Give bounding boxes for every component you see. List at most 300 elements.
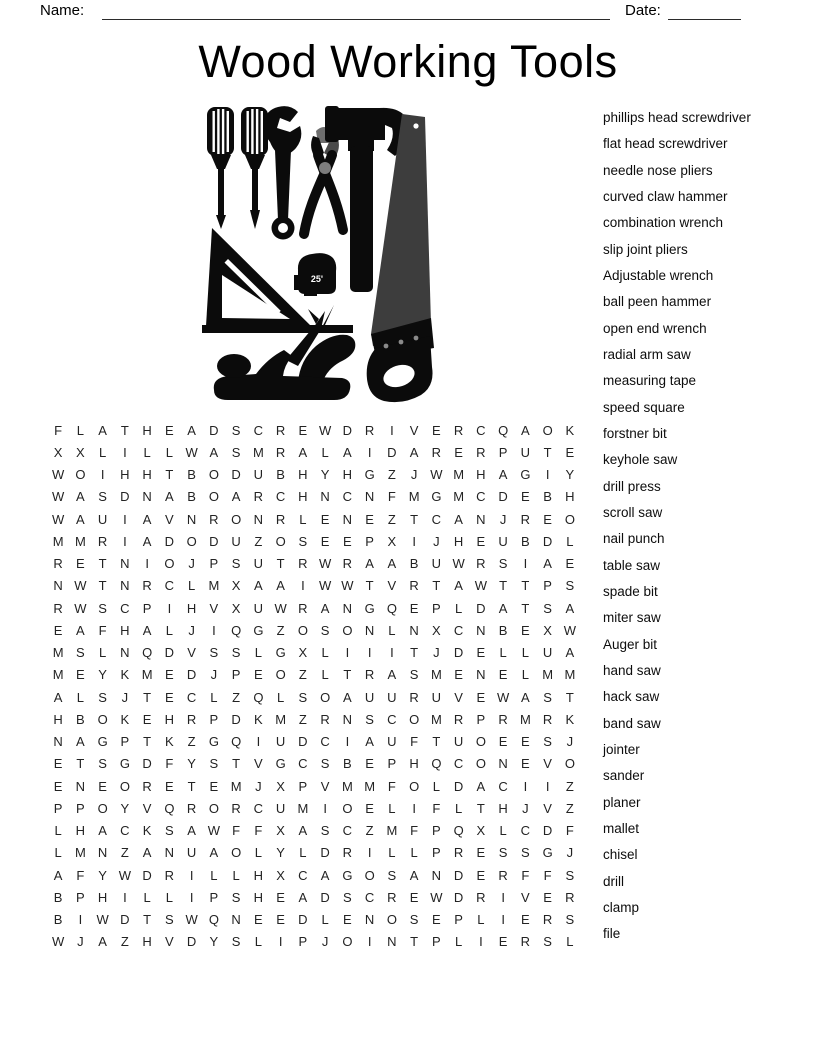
grid-cell: L xyxy=(499,645,507,661)
grid-cell: T xyxy=(410,645,419,661)
grid-cell: C xyxy=(164,578,175,594)
grid-cell: W xyxy=(51,511,65,527)
word-list-item: flat head screwdriver xyxy=(603,136,728,152)
grid-cell: V xyxy=(409,422,419,438)
grid-cell: E xyxy=(476,533,486,549)
grid-cell: S xyxy=(565,578,575,594)
grid-cell: W xyxy=(96,912,109,928)
grid-cell: I xyxy=(100,467,105,483)
grid-cell: S xyxy=(343,889,352,905)
grid-cell: O xyxy=(475,756,486,772)
grid-cell: E xyxy=(432,422,441,438)
grid-cell: I xyxy=(189,867,194,883)
grid-cell: N xyxy=(253,511,264,527)
grid-cell: J xyxy=(188,622,195,638)
grid-cell: V xyxy=(254,756,263,772)
grid-cell: S xyxy=(298,689,308,705)
grid-cell: H xyxy=(142,934,152,950)
grid-cell: R xyxy=(498,867,508,883)
grid-cell: P xyxy=(432,600,441,616)
grid-cell: W xyxy=(118,867,132,883)
grid-cell: W xyxy=(274,600,287,616)
grid-cell: H xyxy=(253,867,264,883)
grid-cell: L xyxy=(321,667,329,683)
grid-cell: I xyxy=(345,734,350,750)
grid-cell: T xyxy=(476,800,485,816)
grid-cell: A xyxy=(365,734,374,750)
grid-cell: L xyxy=(232,867,240,883)
grid-cell: T xyxy=(521,600,530,616)
grid-cell: E xyxy=(165,689,174,705)
grid-cell: P xyxy=(209,889,219,905)
grid-cell: L xyxy=(321,444,329,460)
grid-cell: O xyxy=(275,533,286,549)
grid-cell: I xyxy=(545,467,550,483)
grid-cell: Q xyxy=(498,422,509,438)
grid-cell: D xyxy=(209,422,219,438)
grid-cell: M xyxy=(519,711,531,727)
grid-cell: E xyxy=(565,444,575,460)
grid-cell: D xyxy=(209,533,219,549)
grid-cell: P xyxy=(298,778,308,794)
grid-cell: R xyxy=(498,711,508,727)
grid-cell: R xyxy=(97,533,108,549)
grid-cell: W xyxy=(452,556,465,572)
grid-cell: O xyxy=(186,533,197,549)
grid-cell: E xyxy=(409,889,419,905)
slip-joint-pliers-icon xyxy=(304,127,343,234)
grid-cell: Y xyxy=(320,467,330,483)
grid-cell: R xyxy=(53,556,63,572)
grid-cell: B xyxy=(343,756,352,772)
adjustable-wrench-icon xyxy=(264,106,302,239)
grid-cell: E xyxy=(53,622,63,638)
grid-cell: C xyxy=(453,756,464,772)
grid-cell: M xyxy=(453,467,465,483)
grid-cell: W xyxy=(341,578,354,594)
word-list-item: mallet xyxy=(603,820,640,836)
grid-cell: P xyxy=(231,667,241,683)
grid-cell: F xyxy=(410,734,419,750)
grid-cell: X xyxy=(76,444,85,460)
grid-cell: W xyxy=(474,578,488,594)
grid-cell: D xyxy=(186,934,197,950)
grid-cell: E xyxy=(98,778,107,794)
grid-cell: H xyxy=(75,823,86,839)
grid-cell: U xyxy=(275,734,286,750)
grid-cell: S xyxy=(76,645,85,661)
grid-cell: W xyxy=(51,934,65,950)
grid-cell: A xyxy=(142,533,152,549)
grid-cell: R xyxy=(476,889,486,905)
grid-cell: T xyxy=(343,667,352,683)
grid-cell: T xyxy=(143,689,152,705)
grid-cell: U xyxy=(387,734,397,750)
grid-cell: S xyxy=(165,823,174,839)
word-list-item: spade bit xyxy=(603,583,658,599)
word-list-item: ball peen hammer xyxy=(603,294,712,310)
grid-cell: X xyxy=(543,622,552,638)
grid-cell: D xyxy=(186,667,197,683)
grid-cell: E xyxy=(254,667,263,683)
grid-cell: E xyxy=(521,489,530,505)
word-list-item: clamp xyxy=(603,899,640,915)
grid-cell: I xyxy=(367,444,372,460)
grid-cell: B xyxy=(543,489,552,505)
grid-cell: O xyxy=(475,734,486,750)
grid-cell: H xyxy=(120,467,130,483)
grid-cell: R xyxy=(186,800,197,816)
grid-cell: E xyxy=(521,912,530,928)
grid-cell: T xyxy=(98,578,107,594)
grid-cell: E xyxy=(476,645,486,661)
grid-cell: A xyxy=(76,734,85,750)
grid-cell: V xyxy=(320,778,330,794)
grid-cell: N xyxy=(476,622,486,638)
grid-cell: R xyxy=(542,711,553,727)
grid-cell: L xyxy=(143,444,151,460)
grid-cell: U xyxy=(364,689,375,705)
page-title: Wood Working Tools xyxy=(198,36,618,87)
word-list-item: hack saw xyxy=(603,689,660,705)
grid-cell: E xyxy=(343,533,352,549)
grid-cell: L xyxy=(455,934,463,950)
grid-cell: T xyxy=(76,756,85,772)
grid-cell: P xyxy=(454,912,463,928)
grid-cell: J xyxy=(255,778,262,794)
grid-cell: G xyxy=(275,645,286,661)
grid-cell: C xyxy=(320,734,330,750)
grid-cell: A xyxy=(320,867,330,883)
grid-cell: G xyxy=(364,600,375,616)
grid-cell: M xyxy=(430,711,442,727)
grid-cell: M xyxy=(408,489,420,505)
grid-cell: Q xyxy=(253,689,264,705)
grid-cell: L xyxy=(165,889,173,905)
grid-cell: V xyxy=(165,934,174,950)
grid-cell: D xyxy=(298,734,308,750)
grid-cell: A xyxy=(98,934,107,950)
grid-cell: R xyxy=(409,689,419,705)
grid-cell: E xyxy=(543,511,552,527)
grid-cell: S xyxy=(365,711,374,727)
grid-cell: D xyxy=(453,867,464,883)
grid-cell: C xyxy=(498,778,508,794)
grid-cell: A xyxy=(187,823,196,839)
grid-cell: S xyxy=(320,622,330,638)
grid-cell: L xyxy=(388,622,396,638)
grid-cell: Q xyxy=(208,912,219,928)
grid-cell: N xyxy=(364,489,375,505)
grid-cell: I xyxy=(367,934,372,950)
grid-cell: P xyxy=(432,823,441,839)
grid-cell: F xyxy=(254,823,263,839)
grid-cell: R xyxy=(275,444,286,460)
grid-cell: A xyxy=(76,622,85,638)
grid-cell: I xyxy=(545,778,550,794)
grid-cell: S xyxy=(320,823,330,839)
grid-cell: W xyxy=(318,556,332,572)
grid-cell: U xyxy=(453,734,464,750)
grid-cell: N xyxy=(320,489,330,505)
word-list-item: drill xyxy=(603,873,625,889)
grid-cell: L xyxy=(455,800,463,816)
grid-cell: K xyxy=(142,823,152,839)
grid-cell: C xyxy=(275,489,286,505)
grid-cell: W xyxy=(496,689,510,705)
grid-cell: K xyxy=(120,711,130,727)
grid-cell: A xyxy=(76,511,85,527)
grid-cell: W xyxy=(185,912,198,928)
grid-cell: R xyxy=(142,578,152,594)
grid-cell: L xyxy=(99,645,107,661)
grid-cell: Z xyxy=(298,667,307,683)
tools-illustration xyxy=(198,98,593,406)
grid-cell: A xyxy=(165,489,174,505)
word-list-item: phillips head screwdriver xyxy=(603,110,751,125)
grid-cell: R xyxy=(231,800,241,816)
grid-cell: N xyxy=(231,912,241,928)
grid-cell: H xyxy=(253,889,264,905)
name-blank-line xyxy=(102,2,610,20)
grid-cell: D xyxy=(320,889,330,905)
grid-cell: R xyxy=(453,845,464,861)
grid-cell: E xyxy=(521,734,530,750)
grid-cell: E xyxy=(320,533,330,549)
grid-cell: S xyxy=(231,645,241,661)
grid-cell: F xyxy=(54,422,63,438)
grid-cell: R xyxy=(342,845,353,861)
grid-cell: C xyxy=(186,689,197,705)
grid-cell: O xyxy=(164,556,175,572)
grid-cell: Z xyxy=(565,800,574,816)
grid-cell: A xyxy=(409,867,419,883)
grid-cell: L xyxy=(54,845,62,861)
grid-cell: F xyxy=(543,867,552,883)
grid-cell: L xyxy=(521,645,529,661)
grid-cell: A xyxy=(298,444,308,460)
grid-cell: T xyxy=(276,556,285,572)
grid-cell: Y xyxy=(209,934,219,950)
grid-cell: N xyxy=(498,756,508,772)
grid-cell: O xyxy=(564,511,575,527)
grid-cell: S xyxy=(231,556,241,572)
grid-cell: J xyxy=(433,645,440,661)
grid-cell: O xyxy=(231,845,242,861)
grid-cell: U xyxy=(275,800,286,816)
grid-cell: R xyxy=(520,511,531,527)
grid-cell: U xyxy=(431,689,442,705)
grid-cell: A xyxy=(142,622,152,638)
word-list-item: Adjustable wrench xyxy=(603,267,714,283)
grid-cell: R xyxy=(453,711,464,727)
grid-cell: Q xyxy=(164,800,175,816)
grid-cell: U xyxy=(253,600,264,616)
grid-cell: L xyxy=(76,422,84,438)
grid-cell: L xyxy=(165,622,173,638)
grid-cell: P xyxy=(498,444,508,460)
grid-cell: L xyxy=(321,645,329,661)
grid-cell: W xyxy=(563,622,577,638)
grid-cell: T xyxy=(565,689,574,705)
grid-cell: R xyxy=(164,867,175,883)
grid-cell: P xyxy=(476,711,486,727)
grid-cell: I xyxy=(323,800,327,816)
grid-cell: S xyxy=(521,845,530,861)
grid-cell: K xyxy=(565,711,575,727)
grid-cell: U xyxy=(97,511,108,527)
grid-cell: M xyxy=(74,533,86,549)
grid-cell: S xyxy=(231,934,241,950)
grid-cell: A xyxy=(298,889,308,905)
grid-cell: L xyxy=(388,800,396,816)
grid-cell: S xyxy=(98,489,107,505)
grid-cell: A xyxy=(387,667,397,683)
grid-cell: N xyxy=(476,511,486,527)
grid-cell: T xyxy=(365,578,374,594)
grid-cell: B xyxy=(53,889,63,905)
grid-cell: A xyxy=(521,689,530,705)
word-list-item: speed square xyxy=(603,399,685,415)
grid-cell: W xyxy=(74,578,87,594)
grid-cell: R xyxy=(476,556,486,572)
grid-cell: D xyxy=(231,467,241,483)
grid-cell: R xyxy=(298,600,308,616)
grid-cell: P xyxy=(76,800,85,816)
word-list-item: curved claw hammer xyxy=(603,188,728,204)
grid-cell: O xyxy=(320,689,331,705)
grid-cell: N xyxy=(431,867,442,883)
grid-cell: P xyxy=(387,756,397,772)
grid-cell: V xyxy=(521,889,530,905)
grid-cell: V xyxy=(387,578,397,594)
grid-cell: L xyxy=(143,889,151,905)
grid-cell: P xyxy=(365,533,374,549)
grid-cell: B xyxy=(409,556,419,572)
grid-cell: D xyxy=(453,889,464,905)
grid-cell: I xyxy=(479,934,483,950)
word-list-item: Auger bit xyxy=(603,636,658,652)
grid-cell: Y xyxy=(98,867,107,883)
grid-cell: V xyxy=(543,756,552,772)
grid-cell: Z xyxy=(187,734,196,750)
grid-cell: I xyxy=(78,912,83,928)
grid-cell: X xyxy=(276,778,285,794)
grid-cell: N xyxy=(342,511,353,527)
grid-cell: J xyxy=(566,845,574,861)
grid-cell: A xyxy=(521,422,530,438)
grid-cell: H xyxy=(164,711,175,727)
grid-cell: S xyxy=(543,734,552,750)
grid-cell: J xyxy=(410,467,418,483)
grid-cell: X xyxy=(432,622,441,638)
grid-cell: N xyxy=(53,734,63,750)
grid-cell: E xyxy=(76,556,85,572)
word-list-item: chisel xyxy=(603,847,638,863)
grid-cell: R xyxy=(409,578,419,594)
grid-cell: D xyxy=(320,845,330,861)
grid-cell: R xyxy=(298,556,308,572)
tape-length-label: 25' xyxy=(310,274,324,284)
grid-cell: Z xyxy=(298,711,307,727)
grid-cell: A xyxy=(53,867,63,883)
grid-cell: O xyxy=(409,778,420,794)
grid-cell: A xyxy=(254,578,263,594)
grid-cell: Q xyxy=(231,622,242,638)
grid-cell: N xyxy=(120,556,130,572)
word-list-item: needle nose pliers xyxy=(603,162,713,178)
grid-cell: N xyxy=(120,578,130,594)
grid-cell: E xyxy=(521,756,530,772)
grid-cell: U xyxy=(520,444,531,460)
grid-cell: H xyxy=(342,467,353,483)
grid-cell: M xyxy=(341,778,353,794)
grid-cell: Z xyxy=(232,689,241,705)
grid-cell: E xyxy=(565,556,575,572)
grid-cell: I xyxy=(390,645,394,661)
grid-cell: L xyxy=(477,912,485,928)
grid-cell: F xyxy=(165,756,174,772)
grid-cell: I xyxy=(523,778,528,794)
grid-cell: R xyxy=(364,422,375,438)
grid-cell: Z xyxy=(387,467,396,483)
grid-cell: L xyxy=(210,867,218,883)
grid-cell: O xyxy=(208,467,219,483)
grid-cell: I xyxy=(123,444,127,460)
grid-cell: A xyxy=(498,467,508,483)
grid-cell: S xyxy=(498,556,508,572)
grid-cell: T xyxy=(432,578,441,594)
grid-cell: M xyxy=(564,667,576,683)
grid-cell: W xyxy=(318,578,332,594)
grid-cell: X xyxy=(476,823,486,839)
word-list-item: measuring tape xyxy=(603,373,697,389)
grid-cell: K xyxy=(165,734,174,750)
grid-cell: E xyxy=(165,667,174,683)
grid-cell: D xyxy=(387,444,397,460)
word-list-item: planer xyxy=(603,794,641,810)
grid-cell: Z xyxy=(120,845,129,861)
word-list-item: jointer xyxy=(603,741,640,757)
grid-cell: C xyxy=(520,823,531,839)
grid-cell: Q xyxy=(431,756,442,772)
grid-cell: D xyxy=(164,533,175,549)
grid-cell: G xyxy=(342,867,353,883)
grid-cell: H xyxy=(53,711,63,727)
grid-cell: O xyxy=(297,622,308,638)
grid-cell: M xyxy=(74,845,86,861)
grid-cell: T xyxy=(521,578,530,594)
grid-cell: E xyxy=(76,667,85,683)
grid-cell: J xyxy=(77,934,84,950)
grid-cell: E xyxy=(454,667,463,683)
grid-cell: L xyxy=(388,845,396,861)
grid-cell: E xyxy=(320,511,330,527)
grid-cell: L xyxy=(521,667,529,683)
grid-cell: S xyxy=(98,600,107,616)
grid-cell: Z xyxy=(365,823,374,839)
grid-cell: U xyxy=(498,533,508,549)
grid-cell: Q xyxy=(231,734,242,750)
grid-cell: T xyxy=(543,444,552,460)
grid-cell: L xyxy=(165,444,173,460)
grid-cell: C xyxy=(387,711,397,727)
grid-cell: F xyxy=(521,867,530,883)
grid-cell: A xyxy=(298,823,308,839)
grid-cell: T xyxy=(98,556,107,572)
grid-cell: V xyxy=(209,600,219,616)
grid-cell: P xyxy=(209,711,219,727)
